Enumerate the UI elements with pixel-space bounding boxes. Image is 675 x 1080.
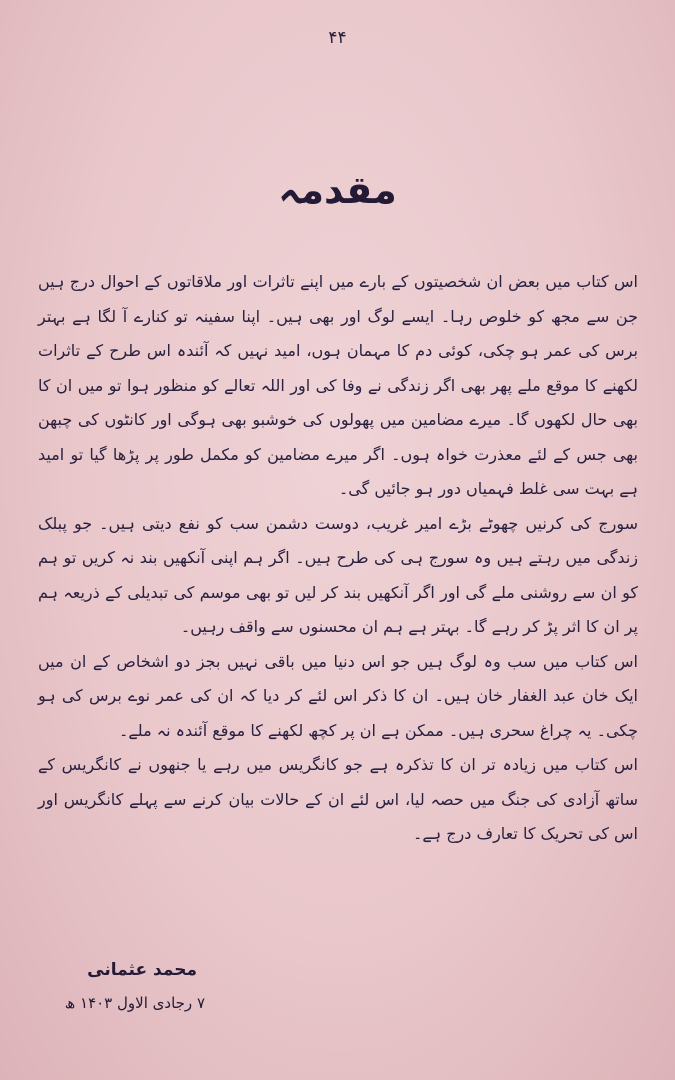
author-name: محمد عثمانی — [87, 960, 197, 980]
paragraph: اس کتاب میں بعض ان شخصیتوں کے بارے میں اپنے تاثرات اور ملاقاتوں کے احوال درج ہیں جن سے مجھ کو خلوص رہا۔ ایسے لوگ اور بھی ہیں۔ اپنا سفینہ تو کنارے آ لگا ہے بہتر برس کی عمر ہو چکی، کوئی دم کا مہمان ہوں، امید نہیں کہ آئندہ اس طرح کے تاثرات لکھنے کا موقع ملے پھر بھی اگر زندگی نے وفا کی اور اللہ تعالے کو منظور ہوا تو میں ان کا بھی حال لکھوں گا۔ میرے مضامین میں پھولوں کی خوشبو بھی ہوگی اور کانٹوں کی چبھن بھی جس کے لئے معذرت خواہ ہوں۔ اگر میرے مضامین کو مکمل طور پر پڑھا گیا تو امید ہے بہت سی غلط فہمیاں دور ہو جائیں گی۔ — [38, 272, 638, 498]
page-number: ۴۴ — [328, 28, 347, 48]
paragraph: سورج کی کرنیں چھوٹے بڑے امیر غریب، دوست دشمن سب کو نفع دیتی ہیں۔ جو پبلک زندگی میں رہتے ہیں وہ سورج ہی کی طرح ہیں۔ اگر ہم اپنی آنکھیں بند نہ کریں تو ہم کو ان سے روشنی ملے گی اور اگر آنکھیں بند کر لیں تو بھی موسم کی تبدیلی کے ذریعہ ہم پر ان کا اثر پڑ کر رہے گا۔ بہتر ہے ہم ان محسنوں سے واقف رہیں۔ — [38, 513, 638, 636]
paragraph: اس کتاب میں سب وہ لوگ ہیں جو اس دنیا میں باقی نہیں بجز دو اشخاص کے ان میں ایک خان عبد الغفار خان ہیں۔ ان کا ذکر اس لئے کر دیا کہ ان کی عمر نوے برس کی ہو چکی۔ یہ چراغ سحری ہیں۔ ممکن ہے ان پر کچھ لکھنے کا موقع آئندہ نہ ملے۔ — [38, 651, 638, 740]
signature-block — [65, 960, 205, 1012]
page-title: مقدمہ — [278, 168, 397, 212]
signature-date: ۷ رجادی الاول ۱۴۰۳ ھ — [64, 994, 205, 1012]
body-text — [38, 265, 638, 852]
paragraph: اس کتاب میں زیادہ تر ان کا تذکرہ ہے جو کانگریس میں رہے یا جنھوں نے کانگریس کے ساتھ آزادی کی جنگ میں حصہ لیا، اس لئے ان کے حالات بیان کرنے سے پہلے کانگریس اور اس کی تحریک کا تعارف درج ہے۔ — [38, 755, 638, 843]
